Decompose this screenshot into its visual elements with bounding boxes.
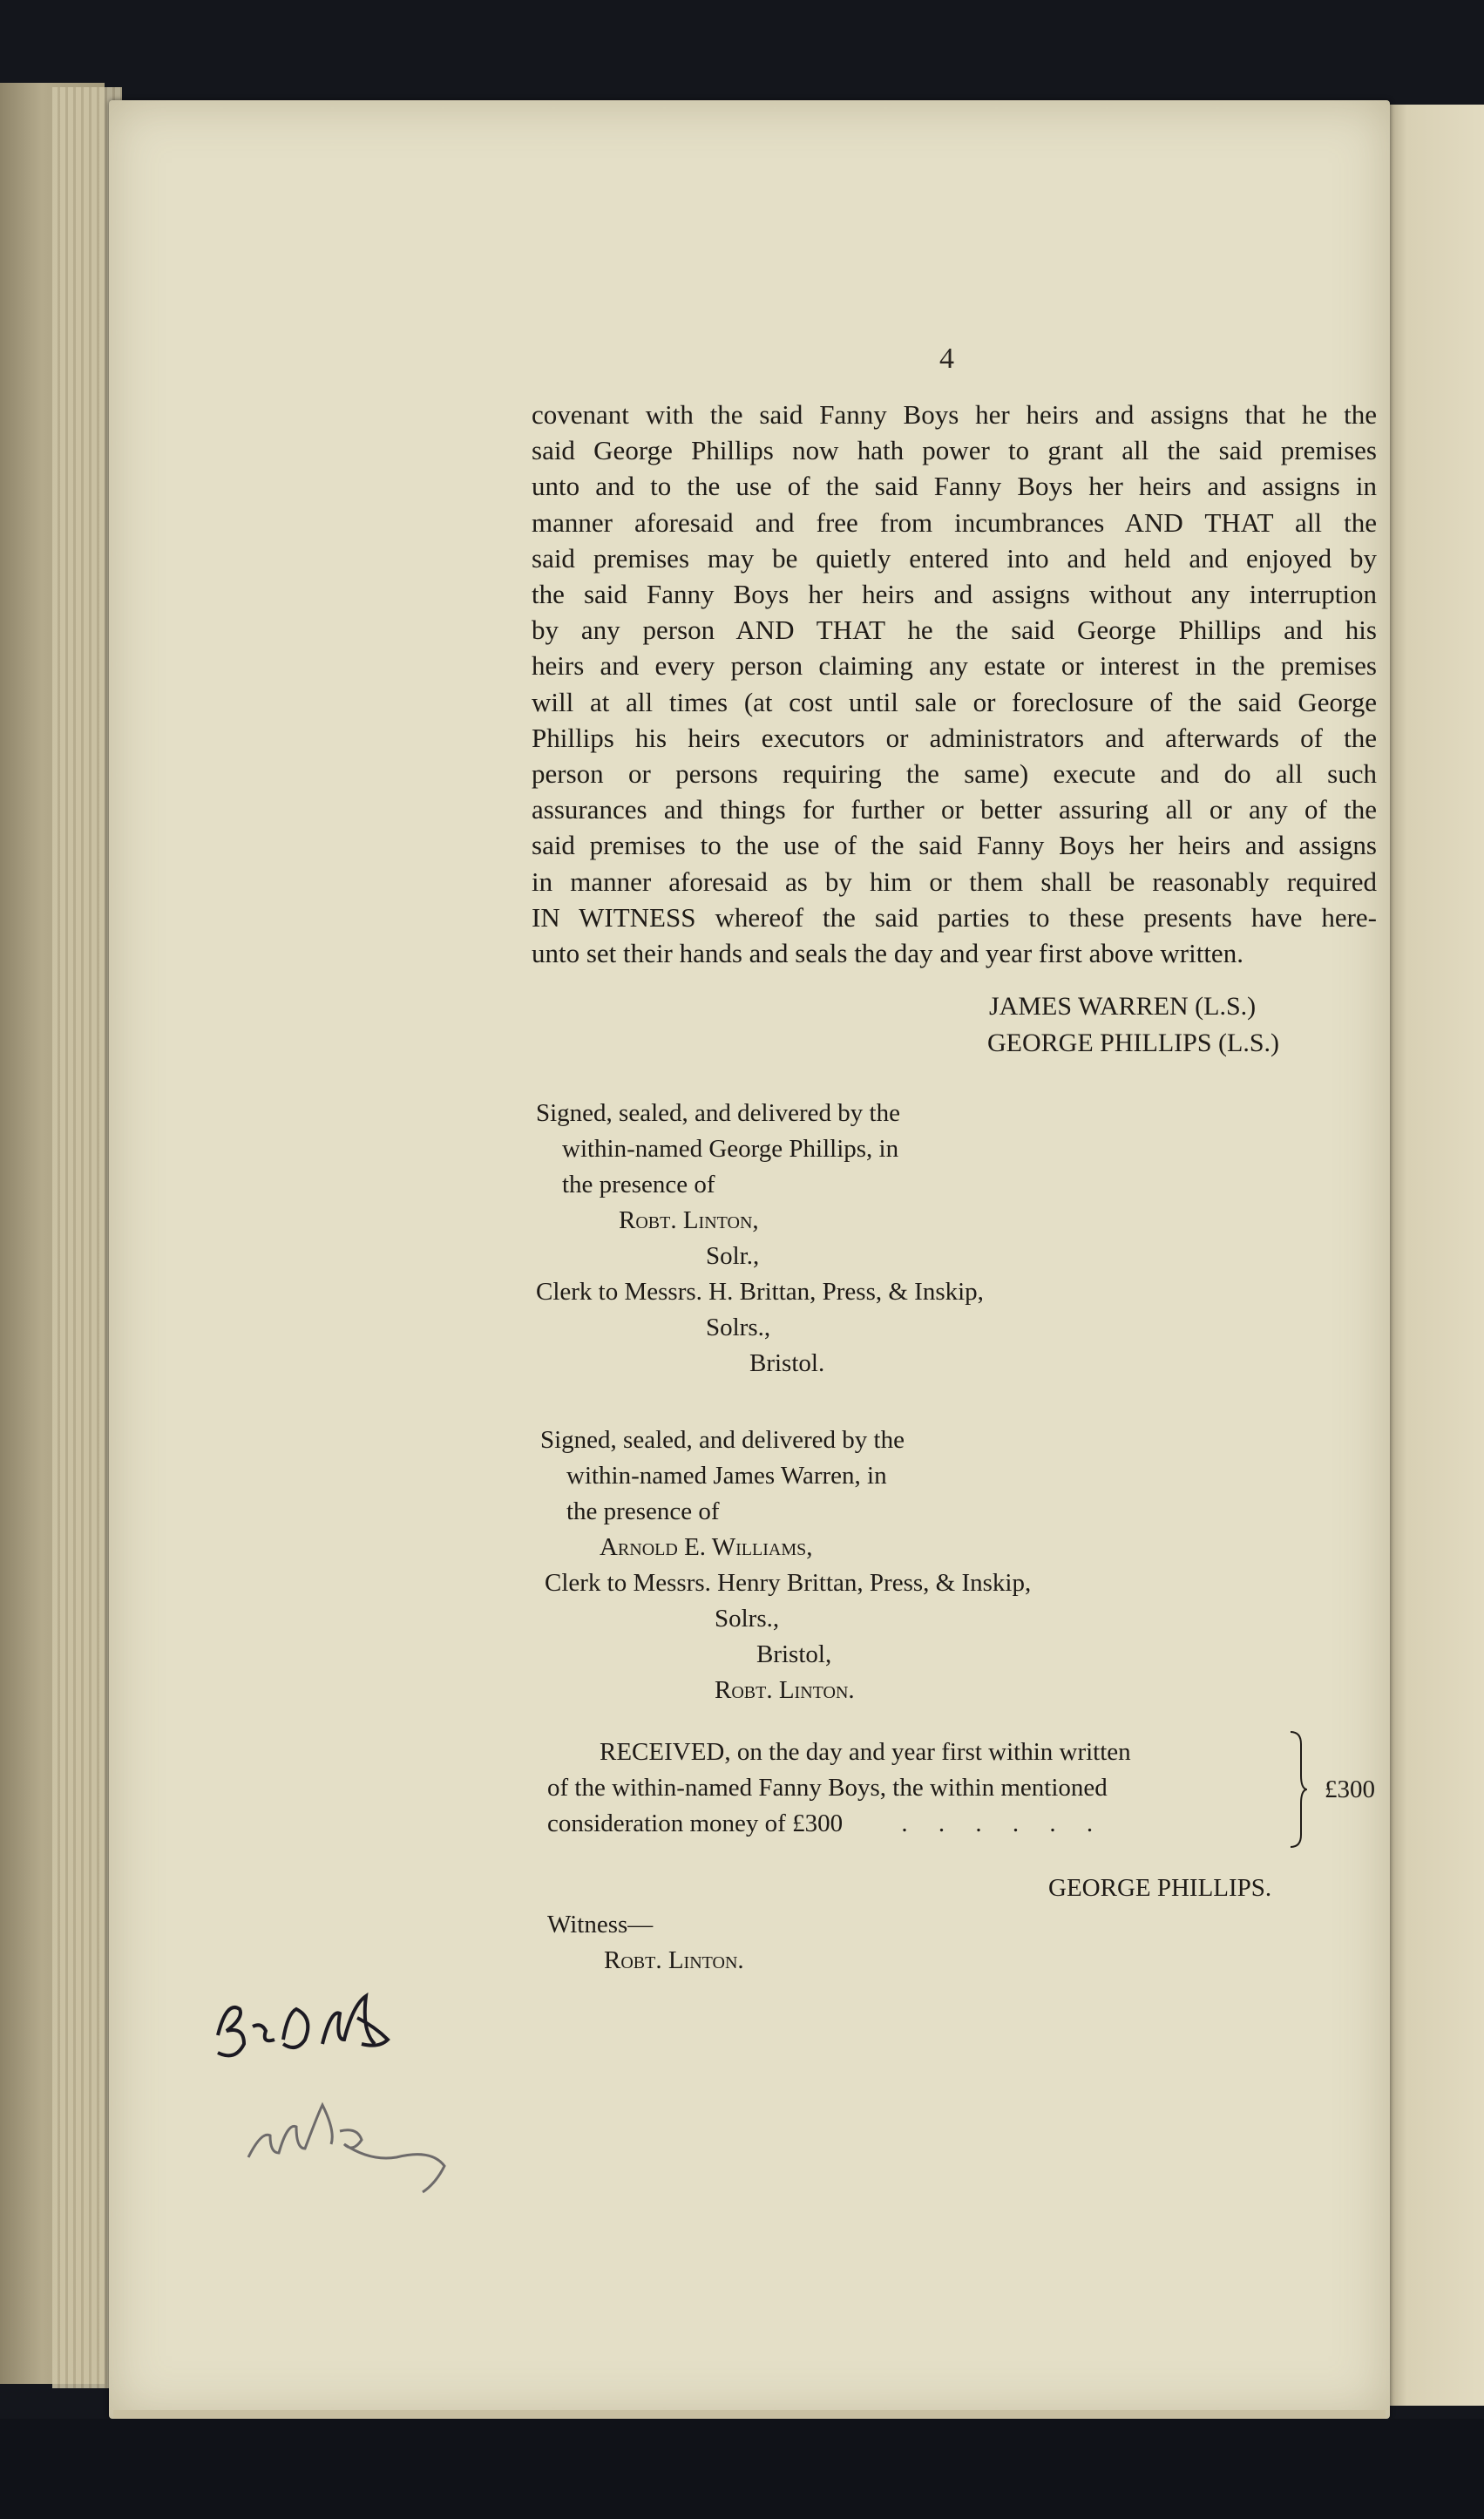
receipt-line: of the within-named Fanny Boys, the within mentioned (547, 1774, 1108, 1802)
receipt-witness (547, 1907, 744, 1979)
attestation-line: Solr., (706, 1242, 760, 1270)
body-text-line: manner aforesaid and free from incumbrances AND THAT all the (532, 506, 1377, 538)
body-text-line: heirs and every person claiming any estate or interest in the premises (532, 650, 1377, 682)
signature-george-phillips: GEORGE PHILLIPS (L.S.) (987, 1029, 1279, 1057)
receipt-signature: GEORGE PHILLIPS. (1048, 1874, 1272, 1902)
receipt-line: RECEIVED, on the day and year first within written (600, 1738, 1131, 1766)
receipt-line: consideration money of £300 (547, 1809, 844, 1837)
receipt-amount: £300 (1325, 1776, 1375, 1803)
witness-label: Witness— (547, 1911, 654, 1938)
attestation-line: the presence of (566, 1497, 720, 1525)
signature-james-warren: JAMES WARREN (L.S.) (989, 992, 1257, 1021)
attestation-clause-warren (540, 1422, 1031, 1708)
handwritten-initials-icon (200, 1957, 479, 2218)
attestation-line: within-named James Warren, in (566, 1462, 887, 1490)
body-text-line: in manner aforesaid as by him or them shall be reasonably required (532, 866, 1377, 897)
attestation-line: Bristol. (749, 1349, 825, 1377)
receipt-clause (547, 1735, 1284, 1842)
attestation-line: Solrs., (715, 1605, 780, 1633)
body-text-line: unto set their hands and seals the day and year first above written. (532, 938, 1243, 969)
scan-background (0, 2419, 1484, 2519)
attestation-line: Signed, sealed, and delivered by the (540, 1426, 905, 1454)
attestation-line: Solrs., (706, 1314, 771, 1341)
attestation-line: Signed, sealed, and delivered by the (536, 1099, 900, 1127)
witness-name: Robt. Linton. (715, 1676, 855, 1704)
body-text-line: the said Fanny Boys her heirs and assigns without any interruption (532, 579, 1377, 610)
body-text-line: by any person AND THAT he the said George Phillips and his (532, 614, 1377, 646)
body-text-line: said premises may be quietly entered into and held and enjoyed by (532, 542, 1377, 574)
body-text-line: said George Phillips now hath power to grant all the said premises (532, 435, 1377, 466)
deed-body-text (532, 397, 1377, 971)
attestation-line: the presence of (562, 1171, 715, 1198)
witness-name: Robt. Linton, (619, 1206, 759, 1234)
body-text-line: person or persons requiring the same) execute and do all such (532, 758, 1377, 790)
body-text-line: unto and to the use of the said Fanny Boys her heirs and assigns in (532, 471, 1377, 502)
witness-name: Robt. Linton. (604, 1946, 744, 1974)
body-text-line: said premises to the use of the said Fanny Boys her heirs and assigns (532, 830, 1377, 861)
body-text-line: will at all times (at cost until sale or foreclosure of the said George (532, 686, 1377, 717)
body-text-line: IN WITNESS whereof the said parties to these presents have here- (532, 901, 1377, 933)
body-text-line: covenant with the said Fanny Boys her heirs and assigns that he the (532, 399, 1377, 430)
receipt-line-row (547, 1770, 1284, 1806)
opposite-page (1381, 105, 1484, 2406)
attestation-line: Clerk to Messrs. Henry Brittan, Press, & Inskip, (545, 1569, 1032, 1597)
body-text-line: assurances and things for further or better assuring all or any of the (532, 794, 1377, 825)
leader-dots: . . . . . . (901, 1809, 1106, 1837)
attestation-clause-phillips (536, 1096, 984, 1382)
attestation-line: within-named George Phillips, in (562, 1135, 899, 1163)
curly-brace-icon (1288, 1730, 1307, 1848)
body-text-line: Phillips his heirs executors or administrators and afterwards of the (532, 722, 1377, 753)
attestation-line: Clerk to Messrs. H. Brittan, Press, & Inskip, (536, 1278, 984, 1306)
page-number: 4 (939, 343, 954, 375)
witness-name: Arnold E. Williams, (600, 1533, 813, 1561)
attestation-line: Bristol, (756, 1640, 832, 1668)
receipt-line-row (547, 1806, 1284, 1842)
